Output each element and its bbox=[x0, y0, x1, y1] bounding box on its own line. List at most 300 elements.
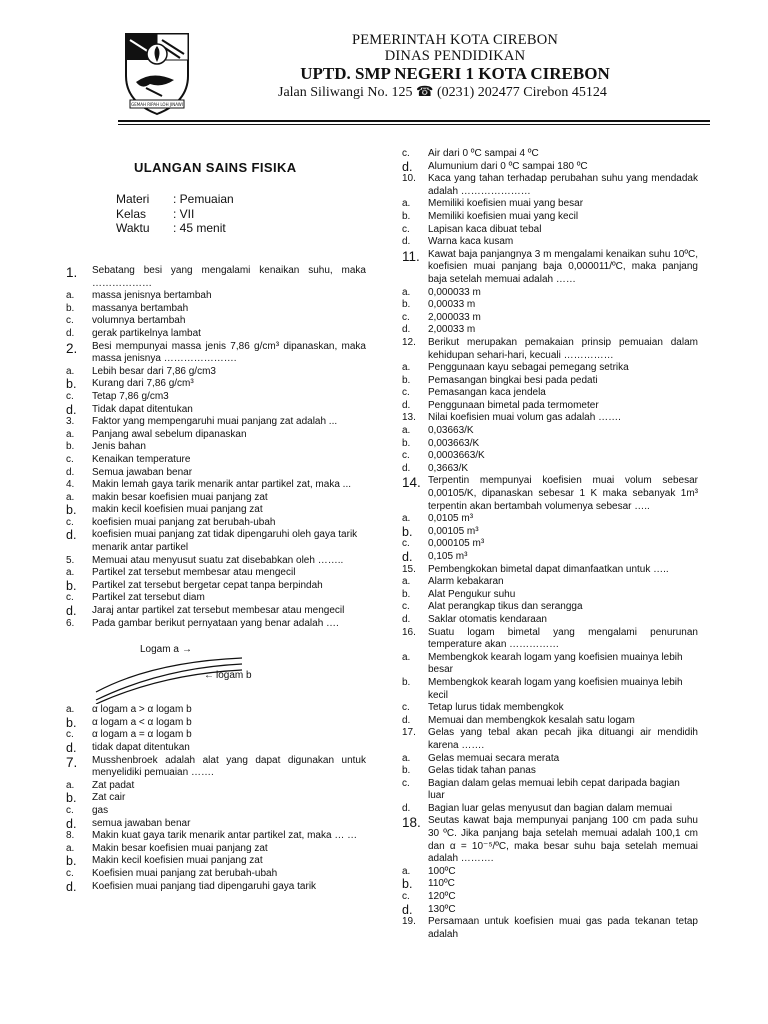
answer-option bbox=[402, 425, 698, 438]
question-stem: Musshenbroek adalah alat yang dapat digunakan untuk menyelidiki pemuaian ……. bbox=[92, 754, 366, 779]
question-item bbox=[66, 618, 366, 755]
option-text: volumnya bertambah bbox=[92, 315, 186, 327]
option-letter: c. bbox=[66, 867, 74, 879]
question-stem-row bbox=[66, 555, 366, 568]
question-number: 1. bbox=[66, 265, 78, 280]
option-text: Tidak dapat ditentukan bbox=[92, 403, 193, 415]
option-letter: b. bbox=[66, 578, 77, 593]
option-letter: b. bbox=[402, 765, 411, 777]
option-text: Zat cair bbox=[92, 792, 126, 804]
answer-option bbox=[402, 765, 698, 778]
answer-option bbox=[402, 803, 698, 816]
answer-option bbox=[402, 702, 698, 715]
answer-option bbox=[402, 463, 698, 476]
option-letter: c. bbox=[402, 223, 410, 235]
option-text: Koefisien muai panjang zat berubah-ubah bbox=[92, 867, 278, 879]
question-stem: Pembengkokan bimetal dapat dimanfaatkan untuk ….. bbox=[428, 563, 669, 575]
option-text: Panjang awal sebelum dipanaskan bbox=[92, 428, 247, 440]
question-stem-row bbox=[402, 412, 698, 425]
answer-option bbox=[402, 878, 698, 891]
option-letter: b. bbox=[66, 503, 77, 518]
option-letter: a. bbox=[66, 779, 75, 791]
answer-option bbox=[402, 538, 698, 551]
question-item bbox=[402, 475, 698, 563]
question-number: 2. bbox=[66, 340, 78, 356]
question-stem: Kaca yang tahan terhadap perubahan suhu yang mendadak adalah ………………… bbox=[428, 173, 698, 197]
option-text: Alat Pengukur suhu bbox=[428, 588, 516, 600]
answer-option bbox=[402, 778, 698, 803]
option-letter: b. bbox=[66, 854, 77, 869]
option-letter: a. bbox=[402, 513, 411, 525]
answer-option bbox=[66, 780, 366, 793]
option-letter: a. bbox=[66, 290, 75, 302]
option-letter: c. bbox=[402, 601, 410, 613]
question-stem: Makin lemah gaya tarik menarik antar partikel zat, maka ... bbox=[92, 479, 351, 491]
option-letter: b. bbox=[402, 437, 411, 449]
option-text: Saklar otomatis kendaraan bbox=[428, 613, 547, 625]
question-number: 3. bbox=[66, 416, 75, 428]
answer-option bbox=[402, 287, 698, 300]
letterhead bbox=[240, 32, 670, 102]
question-stem-row bbox=[66, 755, 366, 780]
option-letter: d. bbox=[66, 604, 77, 619]
question-stem: Persamaan untuk koefisien muai gas pada tekanan tetap adalah bbox=[428, 916, 698, 940]
left-column bbox=[66, 265, 366, 893]
option-text: Bagian dalam gelas memuai lebih cepat daripada bagian luar bbox=[428, 777, 680, 802]
option-text: gerak partikelnya lambat bbox=[92, 327, 201, 339]
option-text: 0,03663/K bbox=[428, 425, 474, 437]
option-text: Alat perangkap tikus dan serangga bbox=[428, 601, 583, 613]
answer-option bbox=[66, 881, 366, 894]
question-item bbox=[66, 755, 366, 831]
header-rule-thin bbox=[118, 124, 710, 125]
answer-option bbox=[402, 324, 698, 337]
answer-option bbox=[66, 868, 366, 881]
question-number: 6. bbox=[66, 617, 75, 629]
question-item bbox=[66, 341, 366, 417]
option-letter: b. bbox=[402, 210, 411, 222]
option-letter: d. bbox=[66, 879, 77, 894]
question-stem-row bbox=[402, 627, 698, 652]
option-text: Memiliki koefisien muai yang kecil bbox=[428, 210, 579, 222]
option-text: makin besar koefisien muai panjang zat bbox=[92, 491, 268, 503]
question-stem: Seutas kawat baja mempunyai panjang 100 cm pada suhu 30 ºC. Jika panjang baja setelah memuai adalah 100,1 cm dan α = 10⁻⁵/ºC, maka besar suhu baja setelah memuai adalah ………. bbox=[428, 815, 698, 865]
option-letter: a. bbox=[402, 576, 411, 588]
option-text: Zat padat bbox=[92, 779, 135, 791]
option-letter: a. bbox=[402, 198, 411, 210]
option-text: Alarm kebakaran bbox=[428, 576, 504, 588]
option-letter: b. bbox=[402, 676, 411, 688]
option-text: Gelas tidak tahan panas bbox=[428, 765, 536, 777]
answer-option bbox=[402, 198, 698, 211]
option-letter: d. bbox=[402, 550, 413, 564]
option-letter: b. bbox=[66, 715, 77, 730]
answer-option bbox=[402, 576, 698, 589]
figure-arrow-b: ← bbox=[204, 670, 214, 682]
answer-option bbox=[66, 492, 366, 505]
answer-option bbox=[66, 855, 366, 868]
option-text: Partikel zat tersebut membesar atau mengecil bbox=[92, 567, 296, 579]
option-letter: c. bbox=[66, 804, 74, 816]
right-column bbox=[402, 148, 698, 941]
question-stem: Faktor yang mempengaruhi muai panjang zat adalah ... bbox=[92, 416, 338, 428]
option-letter: c. bbox=[402, 311, 410, 323]
answer-option bbox=[402, 236, 698, 249]
option-text: semua jawaban benar bbox=[92, 817, 191, 829]
answer-option bbox=[402, 513, 698, 526]
answer-option bbox=[402, 161, 698, 174]
answer-option bbox=[66, 605, 366, 618]
answer-option bbox=[402, 589, 698, 602]
answer-option bbox=[402, 677, 698, 702]
option-text: α logam a > α logam b bbox=[92, 704, 192, 716]
question-stem: Makin kuat gaya tarik menarik antar partikel zat, maka … … bbox=[92, 830, 358, 842]
option-letter: a. bbox=[66, 567, 75, 579]
city-crest-logo bbox=[122, 30, 192, 116]
figure-arrow-a: → bbox=[182, 644, 192, 656]
option-letter: c. bbox=[402, 148, 410, 159]
option-letter: d. bbox=[66, 528, 77, 543]
answer-option bbox=[66, 504, 366, 517]
answer-option bbox=[66, 303, 366, 316]
figure-label-b: logam b bbox=[216, 670, 252, 682]
option-text: α logam a < α logam b bbox=[92, 716, 192, 728]
letterhead-department: DINAS PENDIDIKAN bbox=[384, 48, 526, 64]
option-text: 100ºC bbox=[428, 865, 456, 877]
question-item bbox=[66, 265, 366, 341]
question-item bbox=[66, 555, 366, 618]
answer-option bbox=[66, 529, 366, 554]
letterhead-school: UPTD. SMP NEGERI 1 KOTA CIREBON bbox=[300, 64, 610, 83]
question-stem-row bbox=[402, 564, 698, 577]
answer-option bbox=[402, 438, 698, 451]
option-text: Air dari 0 ºC sampai 4 ºC bbox=[428, 148, 539, 159]
question-stem-row bbox=[66, 265, 366, 290]
answer-option bbox=[402, 211, 698, 224]
question-stem: Gelas yang tebal akan pecah jika dituangi air mendidih karena ……. bbox=[428, 727, 698, 751]
question-item bbox=[402, 249, 698, 337]
question-stem-row bbox=[402, 815, 698, 865]
option-text: Semua jawaban benar bbox=[92, 466, 193, 478]
option-text: Memuai dan membengkok kesalah satu logam bbox=[428, 714, 635, 726]
option-text: Pemasangan kaca jendela bbox=[428, 387, 546, 399]
header-rule bbox=[118, 120, 710, 122]
question-number: 13. bbox=[402, 412, 416, 424]
option-letter: d. bbox=[402, 714, 411, 726]
option-letter: c. bbox=[66, 592, 74, 604]
option-text: Tetap 7,86 g/cm3 bbox=[92, 390, 169, 402]
answer-option bbox=[402, 551, 698, 564]
answer-option bbox=[66, 315, 366, 328]
question-number: 5. bbox=[66, 554, 75, 566]
question-item bbox=[402, 727, 698, 815]
waktu-label: Waktu bbox=[116, 221, 150, 235]
option-text: 0,000105 m³ bbox=[428, 538, 485, 550]
option-letter: c. bbox=[66, 315, 74, 327]
option-text: Makin besar koefisien muai panjang zat bbox=[92, 842, 268, 854]
answer-option bbox=[402, 224, 698, 237]
question-number: 16. bbox=[402, 626, 416, 638]
question-number: 18. bbox=[402, 815, 421, 831]
question-stem-row bbox=[66, 830, 366, 843]
answer-option bbox=[66, 404, 366, 417]
question-stem: Berikut merupakan pemakaian prinsip pemuaian dalam kehidupan sehari-hari, kecuali …………… bbox=[428, 336, 698, 361]
question-stem: Kawat baja panjangnya 3 m mengalami kenaikan suhu 10ºC, koefisien muai panjang baja 0,000011/ºC, maka panjang baja setelah memuai adalah …… bbox=[428, 248, 698, 285]
option-text: Pemasangan bingkai besi pada pedati bbox=[428, 374, 598, 386]
answer-option bbox=[66, 843, 366, 856]
question-stem-row bbox=[66, 618, 366, 631]
question-number: 7. bbox=[66, 754, 78, 770]
option-text: 0,00105 m³ bbox=[428, 525, 479, 537]
option-letter: c. bbox=[402, 891, 410, 903]
answer-option bbox=[66, 580, 366, 593]
figure-label-a: Logam a bbox=[140, 644, 179, 656]
answer-option bbox=[402, 891, 698, 904]
option-text: α logam a = α logam b bbox=[92, 729, 192, 741]
option-letter: b. bbox=[402, 588, 411, 600]
answer-option bbox=[66, 441, 366, 454]
waktu-value: : 45 menit bbox=[173, 221, 226, 235]
option-text: massa jenisnya bertambah bbox=[92, 290, 212, 302]
option-letter: c. bbox=[402, 538, 410, 550]
option-letter: d. bbox=[402, 802, 411, 814]
question-item bbox=[402, 627, 698, 728]
option-letter: a. bbox=[66, 491, 75, 503]
option-text: Penggunaan kayu sebagai pemegang setrika bbox=[428, 362, 629, 374]
question-item bbox=[66, 479, 366, 555]
answer-option bbox=[66, 717, 366, 730]
answer-option bbox=[402, 375, 698, 388]
option-letter: d. bbox=[402, 462, 411, 474]
answer-option bbox=[66, 429, 366, 442]
option-text: makin kecil koefisien muai panjang zat bbox=[92, 504, 263, 516]
option-text: koefisien muai panjang zat tidak dipengaruhi oleh gaya tarik menarik antar partikel bbox=[92, 529, 358, 554]
option-letter: c. bbox=[402, 387, 410, 399]
option-letter: b. bbox=[66, 441, 75, 453]
answer-option bbox=[66, 366, 366, 379]
option-letter: a. bbox=[402, 362, 411, 374]
option-letter: d. bbox=[402, 613, 411, 625]
question-stem: Pada gambar berikut pernyataan yang benar adalah …. bbox=[92, 617, 339, 629]
question-stem: Suatu logam bimetal yang mengalami penurunan temperature akan …………… bbox=[428, 626, 698, 651]
exam-title: ULANGAN SAINS FISIKA bbox=[134, 160, 297, 175]
answer-option bbox=[66, 290, 366, 303]
option-letter: b. bbox=[402, 877, 413, 892]
option-letter: d. bbox=[66, 402, 77, 417]
option-text: Membengkok kearah logam yang koefisien muainya lebih besar bbox=[428, 651, 683, 676]
option-letter: b. bbox=[402, 524, 413, 539]
option-text: 0,003663/K bbox=[428, 437, 480, 449]
question-number: 8. bbox=[66, 830, 75, 842]
option-text: Penggunaan bimetal pada termometer bbox=[428, 399, 599, 411]
option-text: 0,105 m³ bbox=[428, 551, 468, 562]
answer-option bbox=[66, 517, 366, 530]
option-text: Kenaikan temperature bbox=[92, 453, 191, 465]
option-text: Lebih besar dari 7,86 g/cm3 bbox=[92, 365, 216, 377]
option-text: massanya bertambah bbox=[92, 302, 189, 314]
option-letter: a. bbox=[402, 865, 411, 877]
option-letter: a. bbox=[66, 365, 75, 377]
question-item bbox=[402, 412, 698, 475]
option-letter: a. bbox=[66, 842, 75, 854]
option-text: tidak dapat ditentukan bbox=[92, 742, 190, 753]
letterhead-government: PEMERINTAH KOTA CIREBON bbox=[351, 32, 559, 48]
option-text: 0,00033 m bbox=[428, 299, 476, 311]
answer-option bbox=[402, 601, 698, 614]
question-stem: Memuai atau menyusut suatu zat disebabkan oleh …….. bbox=[92, 554, 344, 566]
question-item bbox=[66, 830, 366, 893]
option-letter: d. bbox=[402, 159, 413, 174]
question-stem-row bbox=[402, 173, 698, 198]
option-text: 130ºC bbox=[428, 903, 456, 915]
option-text: 0,0105 m³ bbox=[428, 513, 474, 525]
kelas-value: : VII bbox=[173, 206, 195, 221]
answer-option bbox=[402, 904, 698, 917]
option-text: Tetap lurus tidak membengkok bbox=[428, 702, 564, 714]
option-letter: a. bbox=[402, 651, 411, 663]
letterhead-address: Jalan Siliwangi No. 125 ☎ (0231) 202477 Cirebon 45124 bbox=[278, 85, 607, 100]
answer-option bbox=[66, 467, 366, 480]
option-text: 0,3663/K bbox=[428, 462, 469, 474]
question-stem: Nilai koefisien muai volum gas adalah ……. bbox=[428, 412, 621, 424]
answer-option bbox=[66, 378, 366, 391]
option-letter: b. bbox=[66, 791, 77, 806]
option-letter: a. bbox=[402, 425, 411, 437]
answer-option bbox=[402, 387, 698, 400]
option-text: Gelas memuai secara merata bbox=[428, 752, 560, 764]
option-text: Alumunium dari 0 ºC sampai 180 ºC bbox=[428, 160, 588, 172]
option-text: Memiliki koefisien muai yang besar bbox=[428, 198, 584, 210]
option-letter: d. bbox=[402, 236, 411, 248]
option-text: Kurang dari 7,86 g/cm³ bbox=[92, 378, 194, 390]
option-text: Koefisien muai panjang tiad dipengaruhi gaya tarik bbox=[92, 880, 317, 892]
option-text: gas bbox=[92, 804, 109, 816]
option-letter: d. bbox=[66, 466, 75, 478]
option-letter: a. bbox=[66, 428, 75, 440]
answer-option bbox=[402, 450, 698, 463]
materi-label: Materi bbox=[116, 192, 150, 206]
question-number: 10. bbox=[402, 173, 416, 185]
kelas-label: Kelas bbox=[116, 206, 147, 221]
option-letter: c. bbox=[66, 453, 74, 465]
answer-option bbox=[402, 715, 698, 728]
question-stem: Terpentin mempunyai koefisien muai volum sebesar 0,00105/K, dipanaskan sebesar 1 K maka sebanyak 1m³ terpentin akan bertambah volumenya sebesar ….. bbox=[428, 475, 698, 512]
question-stem: Sebatang besi yang mengalami kenaikan suhu, maka ……………… bbox=[92, 265, 366, 289]
answer-option bbox=[402, 362, 698, 375]
option-text: Makin kecil koefisien muai panjang zat bbox=[92, 855, 263, 867]
option-letter: a. bbox=[402, 286, 411, 298]
question-stem-row bbox=[402, 916, 698, 941]
answer-option bbox=[402, 400, 698, 413]
question-stem-row bbox=[402, 475, 698, 513]
answer-option bbox=[66, 742, 366, 755]
option-text: 0,000033 m bbox=[428, 286, 481, 298]
answer-option bbox=[402, 526, 698, 539]
answer-option bbox=[402, 652, 698, 677]
option-letter: c. bbox=[66, 516, 74, 528]
option-text: Bagian luar gelas menyusut dan bagian dalam memuai bbox=[428, 802, 673, 814]
question-stem-row bbox=[402, 249, 698, 287]
question-number: 14. bbox=[402, 475, 421, 491]
option-letter: c. bbox=[66, 390, 74, 402]
crest-motto: GEMAH RIPAH LOH JINAWI bbox=[131, 102, 183, 107]
materi-value: : Pemuaian bbox=[173, 192, 234, 206]
option-text: Partikel zat tersebut bergetar cepat tanpa berpindah bbox=[92, 579, 323, 591]
bimetal-figure bbox=[92, 638, 292, 704]
option-text: Lapisan kaca dibuat tebal bbox=[428, 223, 542, 235]
option-text: koefisien muai panjang zat berubah-ubah bbox=[92, 516, 276, 528]
question-item bbox=[402, 564, 698, 627]
question-number: 17. bbox=[402, 727, 416, 739]
option-letter: a. bbox=[402, 752, 411, 764]
question-stem-row bbox=[66, 416, 366, 429]
option-text: Partikel zat tersebut diam bbox=[92, 592, 205, 604]
answer-option bbox=[402, 148, 698, 161]
question-stem-row bbox=[66, 479, 366, 492]
question-number: 15. bbox=[402, 563, 416, 575]
option-letter: a. bbox=[66, 704, 75, 716]
answer-option bbox=[66, 567, 366, 580]
option-letter: c. bbox=[402, 450, 410, 462]
answer-option bbox=[66, 729, 366, 742]
question-number: 4. bbox=[66, 479, 75, 491]
answer-option bbox=[402, 299, 698, 312]
answer-option bbox=[66, 818, 366, 831]
question-item bbox=[402, 173, 698, 249]
question-stem: Besi mempunyai massa jenis 7,86 g/cm³ dipanaskan, maka massa jenisnya …………………. bbox=[92, 340, 366, 365]
question-item bbox=[402, 815, 698, 916]
option-text: 2,000033 m bbox=[428, 311, 481, 323]
option-text: Membengkok kearah logam yang koefisien muainya lebih kecil bbox=[428, 676, 683, 701]
option-letter: b. bbox=[402, 374, 411, 386]
answer-option bbox=[66, 704, 366, 717]
option-text: 2,00033 m bbox=[428, 324, 476, 336]
option-letter: d. bbox=[402, 399, 411, 411]
answer-option bbox=[66, 454, 366, 467]
option-letter: b. bbox=[66, 302, 75, 314]
answer-option bbox=[66, 391, 366, 404]
option-letter: b. bbox=[402, 299, 411, 311]
exam-info bbox=[116, 192, 234, 236]
answer-option bbox=[66, 592, 366, 605]
answer-option bbox=[66, 805, 366, 818]
answer-option bbox=[66, 792, 366, 805]
option-letter: d. bbox=[402, 902, 413, 917]
answer-option bbox=[402, 614, 698, 627]
question-number: 11. bbox=[402, 248, 420, 264]
question-number: 12. bbox=[402, 336, 416, 348]
option-text: Jaraj antar partikel zat tersebut membesar atau mengecil bbox=[92, 605, 345, 617]
question-stem-row bbox=[402, 727, 698, 752]
question-stem-row bbox=[66, 341, 366, 366]
option-letter: d. bbox=[66, 816, 77, 831]
question-item bbox=[66, 416, 366, 479]
option-text: 0,0003663/K bbox=[428, 450, 485, 462]
answer-option bbox=[66, 328, 366, 341]
option-text: 110ºC bbox=[428, 878, 455, 890]
answer-option bbox=[402, 312, 698, 325]
question-item bbox=[402, 337, 698, 413]
option-letter: c. bbox=[402, 702, 410, 714]
option-letter: c. bbox=[66, 729, 74, 741]
option-text: Warna kaca kusam bbox=[428, 236, 514, 248]
answer-option bbox=[402, 866, 698, 879]
option-text: 120ºC bbox=[428, 891, 456, 903]
question-number: 19. bbox=[402, 916, 416, 928]
question-stem-row bbox=[402, 337, 698, 362]
question-item bbox=[402, 916, 698, 941]
answer-option bbox=[402, 753, 698, 766]
